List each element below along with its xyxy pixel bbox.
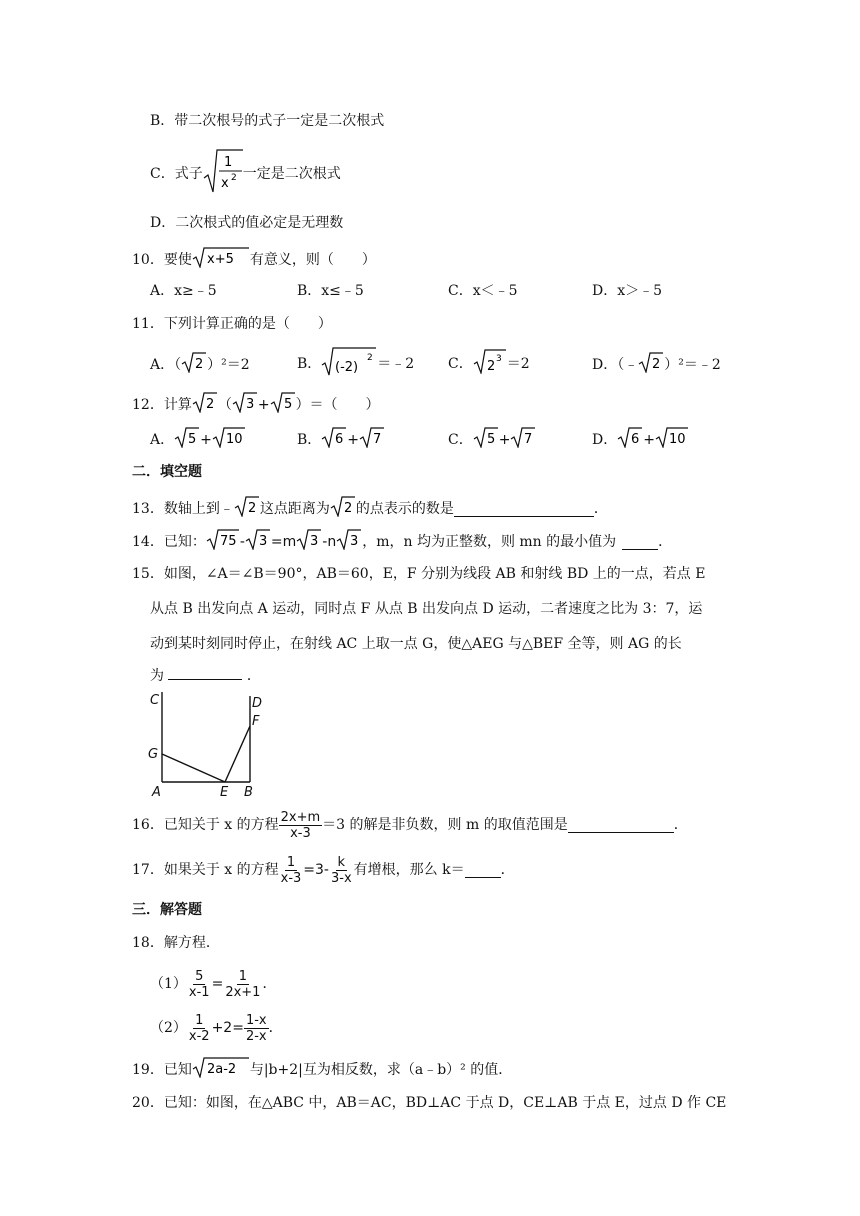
q14-answer-blank[interactable] <box>622 535 658 550</box>
q18-p2-end: ． <box>268 1020 283 1036</box>
q12-b-radicand-1: 6 <box>335 432 344 447</box>
q18-part-2 <box>150 1008 283 1048</box>
radical-icon <box>192 1056 250 1084</box>
label-g: G <box>148 747 159 762</box>
q18-p2-denominator-1: x-2 <box>188 1028 210 1044</box>
q17-fraction-1 <box>279 855 304 886</box>
q18-p1-numerator-1: 5 <box>195 968 204 984</box>
q14: 14．已知： 75 - 3 =m 3 -n 3 ，m，n 均为正整数，则 mn 的最小值为 ． <box>132 528 672 556</box>
q18-p2-fraction-1 <box>187 1013 212 1044</box>
q14-prefix: 14．已知： <box>132 534 206 550</box>
q17-suffix: 有增根，那么 k＝ <box>353 862 465 878</box>
radical-icon <box>321 346 377 382</box>
q13-middle: 这点距离为 <box>259 501 330 517</box>
q16-suffix: ＝3 的解是非负数，则 m 的取值范围是 <box>322 817 568 833</box>
q18-p2-numerator-2: 1-x <box>245 1012 267 1028</box>
radical-icon <box>473 426 499 454</box>
q10-option-a: A．x≥﹣5 <box>150 283 217 299</box>
radical-icon <box>192 246 250 274</box>
radical-icon <box>336 528 362 556</box>
q13 <box>132 495 608 523</box>
q10-suffix: 有意义，则（ ） <box>249 252 376 268</box>
q12-a-radicand-2: 10 <box>225 432 243 447</box>
q11-a-radicand: 2 <box>195 357 204 372</box>
q18-p2-denominator-2: 2-x <box>245 1028 267 1044</box>
q11-option-c <box>448 348 530 380</box>
radical-icon <box>232 391 258 419</box>
q12-d-radicand-1: 6 <box>631 432 640 447</box>
radical-icon <box>270 391 296 419</box>
q18-p1-fraction-2 <box>223 969 262 1000</box>
q12-plus: + <box>257 397 270 413</box>
q18-p2-label: （2） <box>150 1020 187 1036</box>
section-heading-fill-in: 二．填空题 <box>132 464 202 480</box>
q16 <box>132 806 688 844</box>
radical-icon <box>203 148 243 200</box>
q12-a-radicand-1: 5 <box>188 432 197 447</box>
label-b: B <box>244 785 253 800</box>
q17-answer-blank[interactable] <box>465 863 501 878</box>
q12-c-radicand-1: 5 <box>486 432 495 447</box>
q11-d-prefix: D．（﹣ <box>592 357 639 373</box>
segment-ef <box>225 726 250 782</box>
q10-prefix: 10．要使 <box>132 252 192 268</box>
q9-option-c <box>150 152 341 196</box>
q12-option-b <box>297 426 385 454</box>
q12-option-a <box>150 426 246 454</box>
radical-icon <box>638 351 664 379</box>
radical-icon <box>330 495 356 523</box>
radical-icon <box>206 528 240 556</box>
q11-a-suffix: ）²＝2 <box>207 357 250 373</box>
q14-suffix: ，m，n 均为正整数，则 mn 的最小值为 <box>362 534 617 550</box>
q13-prefix: 13．数轴上到﹣ <box>132 501 234 517</box>
q15-line-4-prefix: 为 <box>150 668 164 684</box>
q9-c-den: x <box>220 176 229 191</box>
label-d: D <box>252 696 263 711</box>
label-a: A <box>152 785 161 800</box>
q14-minus-n: -n <box>322 534 337 550</box>
q11-c-radicand: 2 <box>486 359 495 374</box>
q18-p1-label: （1） <box>150 976 187 992</box>
q12-c-label: C． <box>448 432 473 448</box>
q11-option-d <box>592 351 721 379</box>
q16-numerator: 2x+m <box>280 809 321 825</box>
label-c: C <box>150 693 160 708</box>
q11-d-suffix: ）²＝﹣2 <box>664 357 721 373</box>
q11-b-suffix: ＝﹣2 <box>377 356 415 372</box>
q11-a-prefix: A．（ <box>150 357 182 373</box>
q11-option-a <box>150 351 250 379</box>
label-f: F <box>252 714 260 729</box>
q17 <box>132 850 515 890</box>
q10-option-c: C．x＜﹣5 <box>448 283 518 299</box>
q17-denominator-1: x-3 <box>280 870 302 886</box>
radical-icon <box>234 495 260 523</box>
q9-c-prefix: C．式子 <box>150 166 203 182</box>
q10-radicand: x+5 <box>206 252 234 267</box>
q9-option-b: B．带二次根号的式子一定是二次根式 <box>150 113 385 129</box>
radical-icon <box>655 426 689 454</box>
q19 <box>132 1056 512 1084</box>
radical-icon <box>510 426 536 454</box>
radical-icon <box>181 351 207 379</box>
q17-numerator-2: k <box>337 854 346 870</box>
q10-stem <box>132 246 376 274</box>
q12-a-plus: + <box>200 432 212 448</box>
q13-end: ． <box>593 501 608 517</box>
q15-line-4 <box>150 665 261 686</box>
q18-p2-numerator-1: 1 <box>195 1012 204 1028</box>
q12-b-label: B． <box>297 432 322 448</box>
q11-c-suffix: ＝2 <box>506 356 530 372</box>
q12-d-plus: + <box>643 432 655 448</box>
q17-end: ． <box>500 862 515 878</box>
q17-fraction-2 <box>329 855 354 886</box>
q18-stem: 18．解方程． <box>132 935 220 951</box>
q12-prefix: 12．计算 <box>132 397 192 413</box>
q13-radicand-2: 2 <box>343 501 353 516</box>
q12-option-d <box>592 426 689 454</box>
q12-d-label: D． <box>592 432 618 448</box>
q12-option-c <box>448 426 536 454</box>
q12-a-label: A． <box>150 432 175 448</box>
q12-radicand-3: 5 <box>283 397 292 412</box>
q18-p1-denominator-1: x-1 <box>188 984 210 1000</box>
radical-icon <box>192 391 218 419</box>
q18-p2-middle: +2= <box>211 1020 244 1036</box>
q16-fraction <box>279 810 323 841</box>
q15-line-1: 15．如图，∠A＝∠B＝90°，AB＝60，E，F 分别为线段 AB 和射线 BD 上的一点，若点 E <box>132 566 706 582</box>
q9-c-num: 1 <box>223 155 232 170</box>
q11-b-radicand: (-2) <box>335 360 359 375</box>
q17-denominator-2: 3-x <box>330 870 352 886</box>
radical-icon <box>617 426 643 454</box>
q16-answer-blank[interactable] <box>568 818 674 833</box>
radical-icon <box>321 426 347 454</box>
q12-paren-open: （ <box>217 397 232 413</box>
q14-radicand-3b: 3 <box>310 534 319 549</box>
q12-b-plus: + <box>347 432 360 448</box>
q14-end: ． <box>658 534 673 550</box>
q17-numerator-1: 1 <box>286 854 296 870</box>
q12-b-radicand-2: 7 <box>373 432 382 447</box>
q11-c-exponent: 3 <box>495 354 502 364</box>
q14-equals-m: =m <box>270 534 297 550</box>
q15-end: ． <box>246 668 261 684</box>
radical-icon <box>473 348 507 380</box>
q15-line-2: 从点 B 出发向点 A 运动，同时点 F 从点 B 出发向点 D 运动，二者速度之比为 3：7，运 <box>150 601 703 617</box>
q14-radicand-75: 75 <box>219 534 237 549</box>
q18-p1-numerator-2: 1 <box>238 968 248 984</box>
q11-stem: 11．下列计算正确的是（ ） <box>132 316 332 332</box>
q11-b-exponent: 2 <box>367 353 374 363</box>
q12-stem <box>132 391 380 419</box>
q19-radicand: 2a-2 <box>206 1062 237 1077</box>
q10-option-b: B．x≤﹣5 <box>297 283 364 299</box>
radical-icon <box>212 426 246 454</box>
q17-prefix: 17．如果关于 x 的方程 <box>132 862 279 878</box>
q18-p1-fraction-1 <box>187 969 212 1000</box>
q16-denominator: x-3 <box>290 825 311 841</box>
q12-suffix: ）＝（ ） <box>295 397 380 413</box>
section-heading-answer: 三．解答题 <box>132 902 202 918</box>
radical-icon <box>245 528 271 556</box>
q14-radicand-3a: 3 <box>258 534 268 549</box>
q11-b-prefix: B． <box>297 356 322 372</box>
q18-part-1 <box>150 964 276 1004</box>
q10-option-d: D．x＞﹣5 <box>592 283 663 299</box>
q9-option-d: D．二次根式的值必定是无理数 <box>150 215 344 231</box>
q20-line-1: 20．已知：如图，在△ABC 中，AB＝AC，BD⊥AC 于点 D，CE⊥AB 于点 E，过点 D 作 CE <box>132 1095 727 1111</box>
segment-ge <box>162 754 225 782</box>
q18-p2-fraction-2 <box>244 1013 269 1044</box>
radical-icon <box>174 426 200 454</box>
q12-c-plus: + <box>498 432 511 448</box>
q11-option-b <box>297 346 414 382</box>
label-e: E <box>220 785 229 800</box>
q15-figure <box>140 690 272 800</box>
q14-radicand-3c: 3 <box>350 534 359 549</box>
q15-line-3: 动到某时刻同时停止，在射线 AC 上取一点 G，使△AEG 与△BEF 全等，则 AG 的长 <box>150 636 682 652</box>
q16-end: ． <box>673 817 688 833</box>
q12-radicand-1: 2 <box>205 397 215 412</box>
q13-answer-blank[interactable] <box>454 502 594 517</box>
q11-c-prefix: C． <box>448 356 473 372</box>
q11-d-radicand: 2 <box>652 357 661 372</box>
radical-icon <box>359 426 385 454</box>
radical-icon <box>296 528 322 556</box>
q12-c-radicand-2: 7 <box>524 432 533 447</box>
q13-radicand-1: 2 <box>247 501 257 516</box>
q12-d-radicand-2: 10 <box>668 432 686 447</box>
q19-suffix: 与|b+2|互为相反数，求（a﹣b）² 的值． <box>249 1062 513 1078</box>
q13-suffix: 的点表示的数是 <box>355 501 454 517</box>
q9-c-exp: 2 <box>230 173 237 183</box>
q16-prefix: 16．已知关于 x 的方程 <box>132 817 279 833</box>
q12-radicand-2: 3 <box>245 397 255 412</box>
q18-p1-denominator-2: 2x+1 <box>225 984 261 1000</box>
q18-p1-end: ． <box>262 976 277 992</box>
q17-middle: =3- <box>303 862 329 878</box>
q19-prefix: 19．已知 <box>132 1062 192 1078</box>
q18-p1-equals: = <box>211 976 224 992</box>
q9-c-suffix: 一定是二次根式 <box>242 166 341 182</box>
q15-answer-blank[interactable] <box>168 665 242 680</box>
